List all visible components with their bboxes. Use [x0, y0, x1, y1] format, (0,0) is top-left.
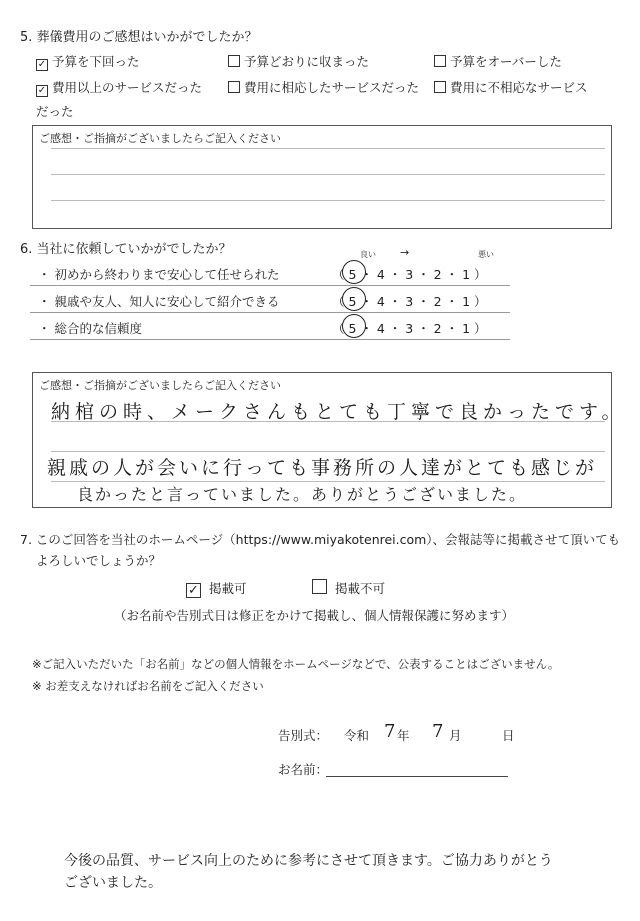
q5-title: 5. 葬儀費用のご感想はいかがでしたか？ — [20, 30, 258, 45]
checkbox-icon[interactable] — [228, 81, 240, 93]
checkbox-icon[interactable] — [228, 55, 240, 67]
comment-line — [51, 148, 605, 149]
q5-option-matching-cost[interactable] — [228, 78, 419, 96]
rating-scale[interactable]: （ 5 ・ 4 ・ 3 ・ 2 ・ 1 ） — [332, 267, 487, 282]
comment-line — [51, 451, 605, 452]
q7-option-no-publish[interactable] — [312, 579, 385, 597]
ceremony-month[interactable]: 7 — [432, 721, 444, 742]
q6-title: 6. 当社に依頼していかがでしたか？ — [20, 242, 232, 257]
rating-scale[interactable]: （ 5 ・ 4 ・ 3 ・ 2 ・ 1 ） — [332, 294, 487, 309]
q5-option-above-cost[interactable] — [36, 78, 202, 97]
checkbox-icon[interactable] — [434, 55, 446, 67]
comment-line — [51, 174, 605, 175]
checkbox-checked-icon[interactable]: ✓ — [37, 59, 47, 70]
q6-item-label: ・ 初めから終わりまで安心して任せられた — [38, 267, 280, 282]
year-unit: 年 — [397, 728, 410, 743]
rating-circle-icon — [342, 287, 366, 311]
option-label: 予算を下回った — [52, 54, 140, 69]
q7-title-line2: よろしいでしょうか？ — [36, 553, 162, 568]
q6-item-label: ・ 総合的な信頼度 — [38, 321, 142, 336]
handwritten-comment: 納棺の時、メークさんもとても丁寧で良かったです。 — [51, 401, 626, 423]
q5-comment-box[interactable] — [32, 125, 612, 229]
rating-circle-icon — [342, 260, 366, 284]
month-unit: 月 — [449, 728, 462, 743]
handwritten-comment: 親戚の人が会いに行っても事務所の人達がとても感じが — [47, 457, 598, 479]
option-label: 予算をオーバーした — [450, 54, 562, 69]
name-field[interactable] — [326, 776, 508, 777]
q6-item-label: ・ 親戚や友人、知人に安心して紹介できる — [38, 294, 280, 309]
closing-message: 今後の品質、サービス向上のために参考にさせて頂きます。ご協力ありがとう — [64, 853, 553, 869]
name-request-note: ※ お差支えなければお名前をご記入ください — [32, 679, 264, 693]
q5-option-wrap-text: だった — [36, 104, 74, 119]
option-label: 費用以上のサービスだった — [52, 80, 203, 95]
row-divider — [30, 339, 510, 340]
checkbox-icon[interactable] — [434, 81, 446, 93]
ceremony-era: 令和 — [344, 728, 370, 743]
handwritten-comment: 良かったと言っていました。ありがとうございました。 — [77, 485, 528, 504]
q7-option-publish[interactable] — [186, 579, 247, 598]
ceremony-label: 告別式： — [278, 728, 329, 743]
comment-heading: ご感想・ご指摘がございましたらご記入ください — [39, 132, 281, 145]
rating-circle-icon — [342, 314, 366, 338]
q5-option-under-budget[interactable] — [36, 52, 140, 71]
option-label: 費用に相応したサービスだった — [244, 80, 420, 95]
option-label: 費用に不相応なサービス — [450, 80, 588, 95]
row-divider — [30, 312, 510, 313]
name-label: お名前： — [278, 762, 329, 777]
row-divider — [30, 285, 510, 286]
ceremony-year[interactable]: 7 — [384, 721, 396, 742]
scale-good-label: 良い — [360, 250, 376, 259]
q7-title: 7. このご回答を当社のホームページ（https://www.miyakotenrei.com）、会報誌等に掲載させて頂いても — [20, 532, 621, 547]
option-label: 予算どおりに収まった — [244, 54, 370, 69]
checkbox-icon[interactable] — [312, 579, 327, 594]
comment-line — [51, 200, 605, 201]
q7-note: （お名前や告別式日は修正をかけて掲載し、個人情報保護に努めます） — [114, 608, 515, 623]
scale-arrow-icon: → — [400, 246, 410, 259]
day-unit: 日 — [502, 728, 515, 743]
q5-option-over-budget[interactable] — [434, 52, 562, 70]
rating-scale[interactable]: （ 5 ・ 4 ・ 3 ・ 2 ・ 1 ） — [332, 321, 487, 336]
q5-option-within-budget[interactable] — [228, 52, 369, 70]
closing-message-line2: ございました。 — [64, 875, 162, 891]
q5-option-below-cost[interactable] — [434, 78, 588, 96]
option-label: 掲載可 — [209, 581, 247, 596]
q6-comment-box[interactable] — [32, 372, 626, 508]
checkbox-checked-icon[interactable]: ✓ — [37, 85, 47, 96]
privacy-note: ※ご記入いただいた「お名前」などの個人情報をホームページなどで、公表することはございません。 — [32, 657, 560, 671]
checkbox-checked-icon[interactable]: ✓ — [186, 583, 201, 598]
option-label: 掲載不可 — [335, 581, 386, 596]
scale-bad-label: 悪い — [478, 250, 494, 259]
comment-heading: ご感想・ご指摘がございましたらご記入ください — [39, 379, 281, 392]
